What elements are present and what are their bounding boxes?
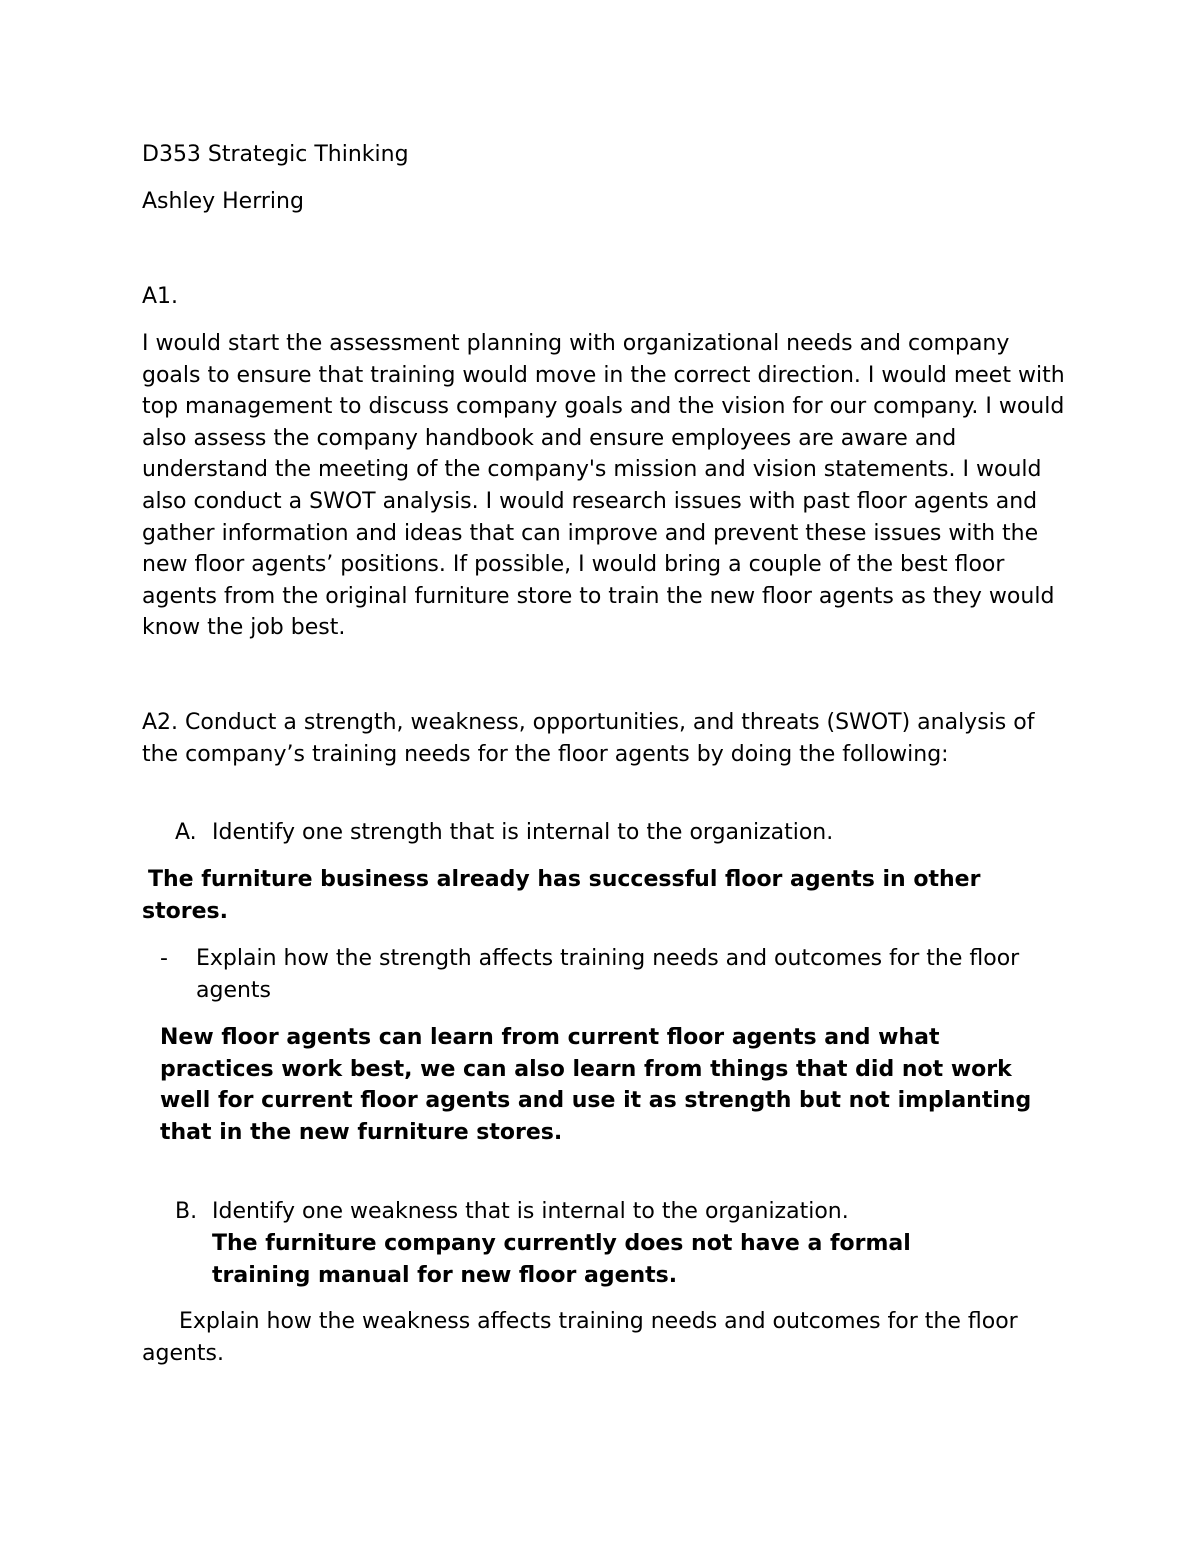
item-b-prompt: Identify one weakness that is internal to the organization. [212, 1199, 849, 1224]
a1-heading: A1. [142, 284, 179, 309]
item-a-prompt: Identify one strength that is internal to the organization. [212, 820, 834, 845]
strength-explain-prompt: Explain how the strength affects training needs and outcomes for the floor agents [196, 946, 1020, 1003]
a2-intro: A2. Conduct a strength, weakness, opportunities, and threats (SWOT) analysis of the company’s training needs for the floor agents by doing the following: [142, 710, 1035, 767]
weakness-answer: The furniture company currently does not have a formal training manual for new floor agents. [212, 1231, 911, 1288]
sub-bullet-marker: - [160, 946, 168, 971]
author-name: Ashley Herring [142, 189, 304, 214]
strength-answer: The furniture business already has successful floor agents in other stores. [142, 867, 981, 924]
a1-body: I would start the assessment planning with organizational needs and company goals to ensure that training would move in the correct direction. I would meet with top management to discuss company goals and the vision for our company. I would also assess the company handbook and ensure employees are aware and understand the meeting of the company's mission and vision statements. I would also conduct a SWOT analysis. I would research issues with past floor agents and gather information and ideas that can improve and prevent these issues with the new floor agents’ positions. If possible, I would bring a couple of the best floor agents from the original furniture store to train the new floor agents as they would know the job best. [142, 331, 1065, 641]
item-b-marker: B. [175, 1199, 198, 1224]
strength-explain-answer: New floor agents can learn from current floor agents and what practices work best, we can also learn from things that did not work well for current floor agents and use it as strength but not implanting that in the new furniture stores. [160, 1025, 1032, 1145]
course-title: D353 Strategic Thinking [142, 142, 409, 167]
item-a-marker: A. [175, 820, 197, 845]
weakness-explain-prompt: Explain how the weakness affects training needs and outcomes for the floor agents. [142, 1309, 1018, 1366]
